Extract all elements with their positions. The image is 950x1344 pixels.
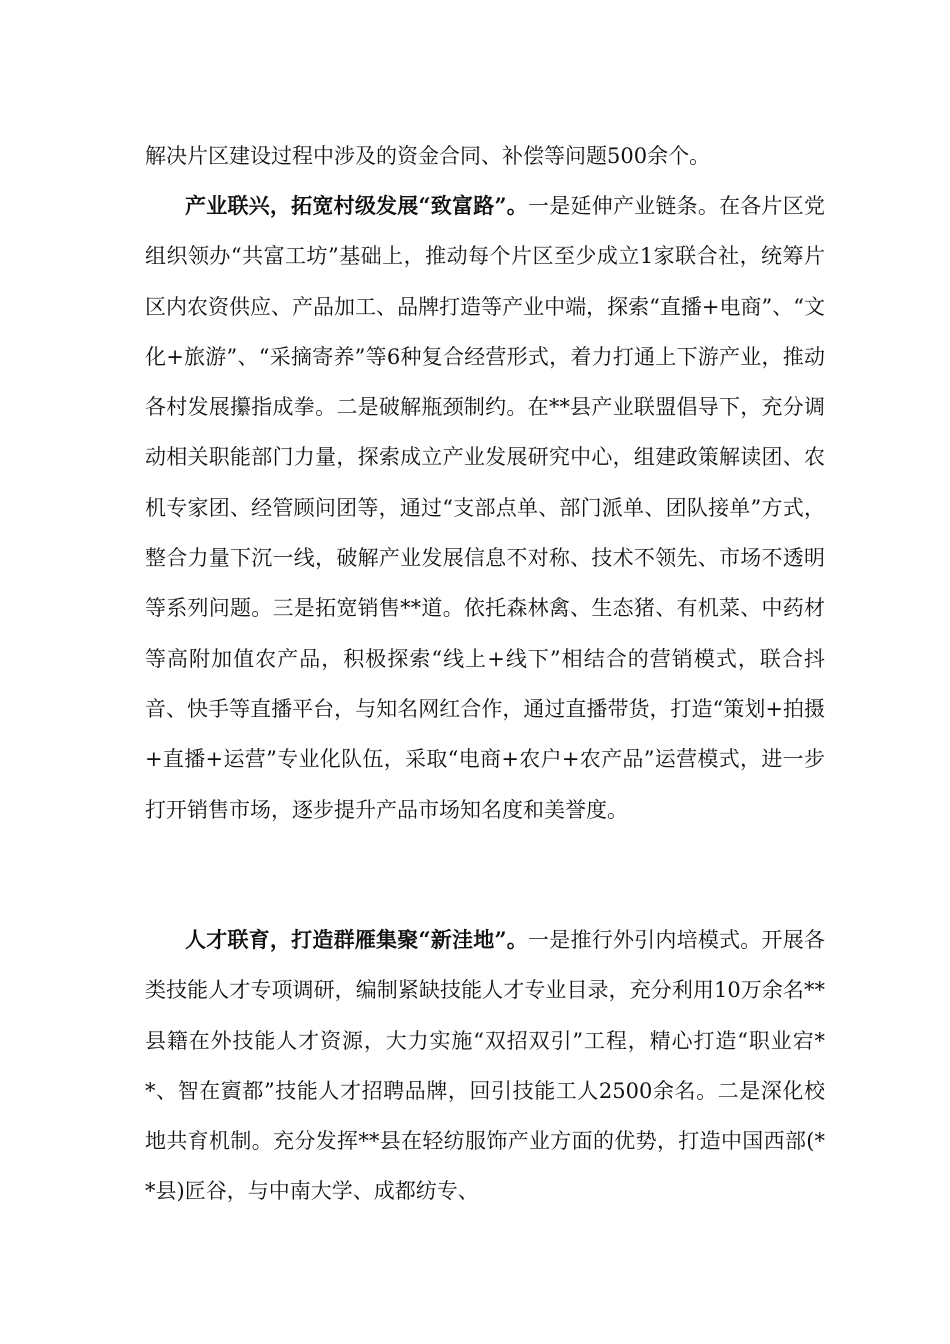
paragraph-body: 一是推行外引内培模式。开展各类技能人才专项调研，编制紧缺技能人才专业目录，充分利用10万余名**县籍在外技能人才资源，大力实施“双招双引”工程，精心打造“职业宕**、智在賨都”技能人才招聘品牌，回引技能工人2500余名。二是深化校地共育机制。充分发挥**县在轻纺服饰产业方面的优势，打造中国西部(**县)匠谷，与中南大学、成都纺专、 — [145, 928, 825, 1204]
paragraph-continuation — [145, 131, 825, 181]
paragraph-heading: 产业联兴，拓宽村级发展“致富路”。 — [185, 193, 529, 218]
paragraph-body: 解决片区建设过程中涉及的资金合同、补偿等问题500余个。 — [145, 144, 711, 168]
paragraph-body: 一是延伸产业链条。在各片区党组织领办“共富工坊”基础上，推动每个片区至少成立1家联合社，统筹片区内农资供应、产品加工、品牌打造等产业中端，探索“直播+电商”、“文化+旅游”、“采摘寄养”等6种复合经营形式，着力打通上下游产业，推动各村发展攥指成拳。二是破解瓶颈制约。在**县产业联盟倡导下，充分调动相关职能部门力量，探索成立产业发展研究中心，组建政策解读团、农机专家团、经管顾问团等，通过“支部点单、部门派单、团队接单”方式，整合力量下沉一线，破解产业发展信息不对称、技术不领先、市场不透明等系列问题。三是拓宽销售**道。依托森林禽、生态猪、有机菜、中药材等高附加值农产品，积极探索“线上+线下”相结合的营销模式，联合抖音、快手等直播平台，与知名网红合作，通过直播带货，打造“策划+拍摄+直播+运营”专业化队伍，采取“电商+农户+农产品”运营模式，进一步打开销售市场，逐步提升产品市场知名度和美誉度。 — [145, 194, 825, 822]
paragraph-industry — [145, 181, 825, 835]
paragraph-talent — [145, 915, 825, 1217]
paragraph-heading: 人才联育，打造群雁集聚“新洼地”。 — [185, 927, 529, 952]
